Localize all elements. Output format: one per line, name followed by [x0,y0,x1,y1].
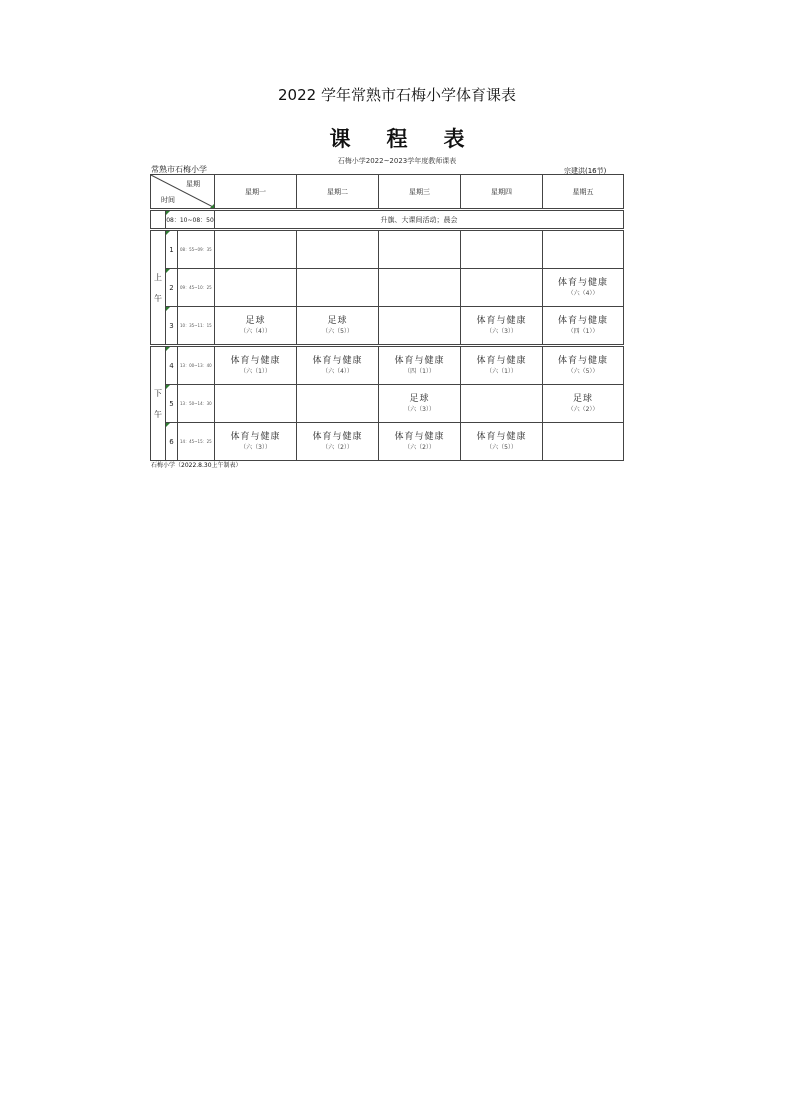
period-number-text: 3 [169,321,174,330]
teacher-name: 宗建洪(16节) [564,167,607,175]
period-time: 08：55~09：35 [178,230,215,269]
morning-assembly-row [151,210,624,230]
empty-cell [543,423,624,461]
day-header: 星期二 [297,175,379,210]
cell-marker [166,231,170,235]
half-label-char: 午 [154,409,162,419]
period-number [166,385,178,423]
corner-marker [210,204,214,208]
empty-cell [297,269,379,307]
subject-name: 体育与健康 [230,356,281,366]
class-name: （六（4）） [240,328,271,335]
class-cell [215,346,297,385]
class-name: （六（2）） [322,444,353,451]
class-cell [297,307,379,346]
morning-time [166,210,215,230]
class-name: （六（5）） [567,368,599,375]
week-label: 星期 [186,180,201,188]
empty-cell [379,307,461,346]
empty-cell [297,230,379,269]
subject-name: 体育与健康 [312,356,363,366]
day-header: 星期一 [215,175,297,210]
period-row [151,423,624,461]
period-number-text: 2 [169,283,174,292]
blank-cell [151,210,166,230]
class-cell [461,346,543,385]
class-cell [543,307,624,346]
subject-name: 体育与健康 [558,316,609,326]
day-header: 星期四 [461,175,543,210]
class-name: （六（4）） [567,290,599,297]
class-name: （四（1）） [567,328,599,335]
class-cell [297,346,379,385]
empty-cell [215,230,297,269]
half-label-char: 上 [154,272,162,282]
period-number [166,423,178,461]
school-name: 常熟市石梅小学 [151,165,207,174]
half-label-char: 午 [154,293,162,303]
class-cell [461,423,543,461]
cell-marker [166,385,170,389]
class-name: （六（1）） [240,368,271,375]
header-row [151,175,624,210]
day-header: 星期三 [379,175,461,210]
day-header: 星期五 [543,175,624,210]
subject-name: 足球 [573,394,594,404]
class-cell [379,385,461,423]
timetable-title: 课程表 [329,126,501,151]
subject-name: 体育与健康 [558,356,609,366]
afternoon-half-label [151,346,166,461]
empty-cell [215,385,297,423]
period-number [166,269,178,307]
document-title: 2022 学年常熟市石梅小学体育课表 [278,86,516,104]
period-number-text: 4 [169,361,174,370]
period-number-text: 1 [169,245,174,254]
subject-name: 体育与健康 [476,316,527,326]
period-number [166,230,178,269]
period-time: 13：50~14：30 [178,385,215,423]
period-number-text: 6 [169,437,174,446]
subject-name: 体育与健康 [558,278,609,288]
empty-cell [461,385,543,423]
period-row [151,385,624,423]
subject-name: 体育与健康 [394,356,445,366]
subject-name: 足球 [327,316,348,326]
class-name: （六（2）） [567,406,599,413]
class-cell [543,269,624,307]
period-number-text: 5 [169,399,174,408]
morning-activity: 升旗、大课间活动；晨会 [215,210,624,230]
class-cell [215,307,297,346]
morning-time-text: 08：10~08：50 [166,217,214,224]
timetable-subtitle: 石梅小学2022~2023学年度教师课表 [337,157,457,165]
cell-marker [166,269,170,273]
subject-name: 足球 [409,394,430,404]
period-rows [151,230,624,461]
period-row [151,346,624,385]
subject-name: 体育与健康 [230,432,281,442]
period-time: 09：45~10：25 [178,269,215,307]
class-cell [297,423,379,461]
class-name: （六（5）） [486,444,517,451]
empty-cell [379,230,461,269]
empty-cell [215,269,297,307]
class-cell [543,385,624,423]
cell-marker [166,211,170,215]
class-name: （六（4）） [322,368,353,375]
subject-name: 足球 [245,316,266,326]
timetable [150,174,624,461]
class-name: （六（2）） [404,444,435,451]
empty-cell [543,230,624,269]
period-time: 14：45~15：25 [178,423,215,461]
subject-name: 体育与健康 [394,432,445,442]
cell-marker [166,307,170,311]
period-number [166,346,178,385]
empty-cell [461,230,543,269]
class-name: （六（3）） [240,444,271,451]
class-name: （四（1）） [404,368,435,375]
period-row [151,230,624,269]
class-cell [379,346,461,385]
period-row [151,269,624,307]
class-name: （六（1）） [486,368,517,375]
half-label-char: 下 [154,388,162,398]
class-name: （六（5）） [322,328,353,335]
time-label: 时间 [161,196,175,204]
class-cell [379,423,461,461]
subject-name: 体育与健康 [476,356,527,366]
period-number [166,307,178,346]
empty-cell [297,385,379,423]
cell-marker [166,423,170,427]
subject-name: 体育与健康 [476,432,527,442]
cell-marker [166,347,170,351]
subject-name: 体育与健康 [312,432,363,442]
empty-cell [461,269,543,307]
morning-half-label [151,230,166,346]
class-cell [543,346,624,385]
footnote: 石梅小学（2022.8.30上午制表） [151,462,242,469]
class-name: （六（3）） [486,328,517,335]
class-cell [461,307,543,346]
period-time: 13：00~13：40 [178,346,215,385]
period-time: 10：35~11：15 [178,307,215,346]
period-row [151,307,624,346]
header-corner [151,175,215,210]
class-cell [215,423,297,461]
empty-cell [379,269,461,307]
class-name: （六（3）） [404,406,435,413]
